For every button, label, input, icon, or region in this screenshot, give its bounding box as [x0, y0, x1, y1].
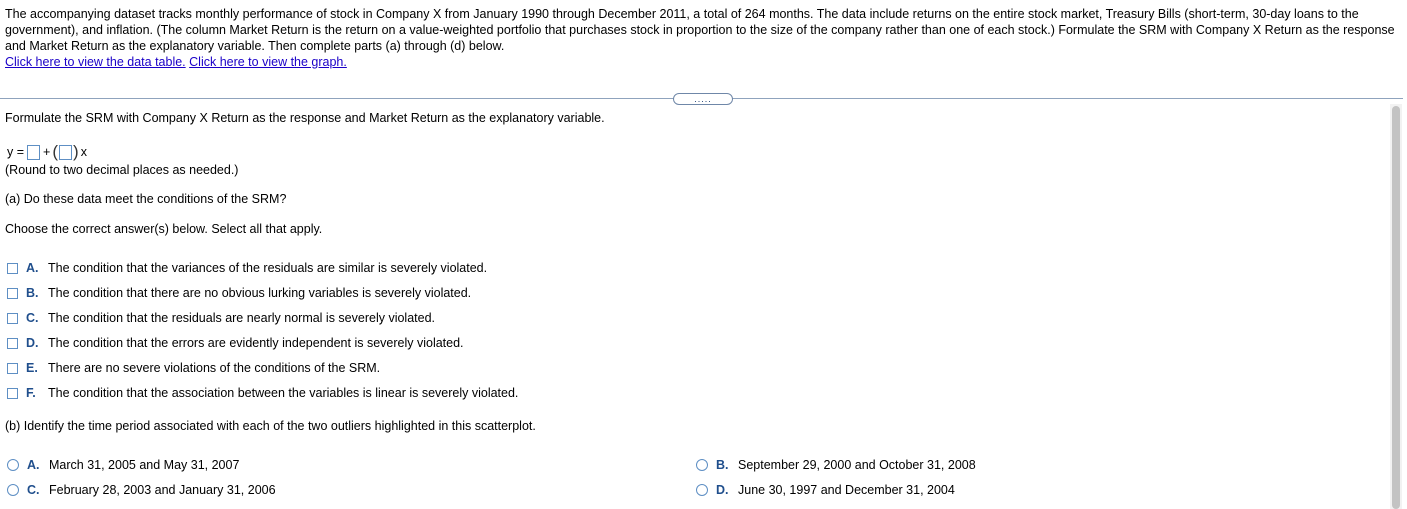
- radio-button[interactable]: [7, 484, 19, 496]
- checkbox[interactable]: [7, 263, 18, 274]
- part-b-question: (b) Identify the time period associated with each of the two outliers highlighted in this scatterplot.: [5, 419, 536, 433]
- option-letter: A.: [27, 458, 40, 472]
- option-text: June 30, 1997 and December 31, 2004: [738, 483, 955, 497]
- slope-input[interactable]: [59, 145, 72, 160]
- checkbox[interactable]: [7, 363, 18, 374]
- option-text: February 28, 2003 and January 31, 2006: [49, 483, 276, 497]
- part-a-instruction: Choose the correct answer(s) below. Select all that apply.: [5, 222, 323, 236]
- checkbox[interactable]: [7, 338, 18, 349]
- checkbox[interactable]: [7, 288, 18, 299]
- part-a-option-b[interactable]: [7, 285, 471, 301]
- option-letter: B.: [716, 458, 729, 472]
- view-graph-link[interactable]: Click here to view the graph.: [189, 55, 347, 69]
- equation-close-paren: ): [73, 142, 79, 161]
- option-text: The condition that the errors are evidently independent is severely violated.: [48, 336, 464, 350]
- equation-x-label: x: [80, 145, 87, 159]
- intro-text: The accompanying dataset tracks monthly performance of stock in Company X from January 1990 through December 2011, a total of 264 months. The data include returns on the entire stock market, Treasury Bills (short-term, 30-day loans to the government), and inflation. (The column Market Return is the return on a value-weighted portfolio that purchases stock in proportion to the size of the company rather than one of each stock.) Formulate the SRM with Company X Return as the response and Market Return as the explanatory variable. Then complete parts (a) through (d) below.: [5, 7, 1395, 53]
- part-b-option-b[interactable]: [696, 457, 976, 473]
- option-letter: A.: [26, 261, 39, 275]
- option-text: March 31, 2005 and May 31, 2007: [49, 458, 240, 472]
- problem-statement: [5, 6, 1397, 70]
- option-text: The condition that there are no obvious lurking variables is severely violated.: [48, 286, 472, 300]
- radio-button[interactable]: [696, 484, 708, 496]
- option-letter: C.: [27, 483, 40, 497]
- part-a-option-f[interactable]: [7, 385, 518, 401]
- part-b-option-a[interactable]: [7, 457, 239, 473]
- srm-prompt: Formulate the SRM with Company X Return as the response and Market Return as the explanatory variable.: [5, 111, 605, 125]
- part-a-option-a[interactable]: [7, 260, 487, 276]
- part-a-option-e[interactable]: [7, 360, 380, 376]
- option-letter: B.: [26, 286, 39, 300]
- scrollbar-thumb[interactable]: [1392, 106, 1400, 509]
- equation-plus: +: [43, 145, 51, 159]
- option-text: The condition that the residuals are nearly normal is severely violated.: [48, 311, 436, 325]
- option-letter: C.: [26, 311, 39, 325]
- data-links: [5, 54, 1397, 70]
- option-letter: F.: [26, 386, 36, 400]
- option-text: The condition that the association between the variables is linear is severely violated.: [48, 386, 519, 400]
- rounding-note: (Round to two decimal places as needed.): [5, 163, 239, 177]
- intercept-input[interactable]: [27, 145, 40, 160]
- option-letter: D.: [26, 336, 39, 350]
- option-text: The condition that the variances of the residuals are similar is severely violated.: [48, 261, 488, 275]
- option-letter: D.: [716, 483, 729, 497]
- equation-open-paren: (: [52, 142, 59, 161]
- part-b-option-d[interactable]: [696, 482, 955, 498]
- option-text: There are no severe violations of the conditions of the SRM.: [48, 361, 381, 375]
- radio-button[interactable]: [696, 459, 708, 471]
- expand-collapse-handle[interactable]: .....: [673, 93, 733, 105]
- part-a-option-d[interactable]: [7, 335, 464, 351]
- checkbox[interactable]: [7, 313, 18, 324]
- part-a-question: (a) Do these data meet the conditions of the SRM?: [5, 192, 287, 206]
- option-letter: E.: [26, 361, 38, 375]
- part-b-option-c[interactable]: [7, 482, 276, 498]
- part-a-option-c[interactable]: [7, 310, 435, 326]
- srm-equation: [5, 143, 89, 161]
- equation-y-label: y =: [7, 145, 25, 159]
- option-text: September 29, 2000 and October 31, 2008: [738, 458, 976, 472]
- view-data-table-link[interactable]: Click here to view the data table.: [5, 55, 186, 69]
- checkbox[interactable]: [7, 388, 18, 399]
- radio-button[interactable]: [7, 459, 19, 471]
